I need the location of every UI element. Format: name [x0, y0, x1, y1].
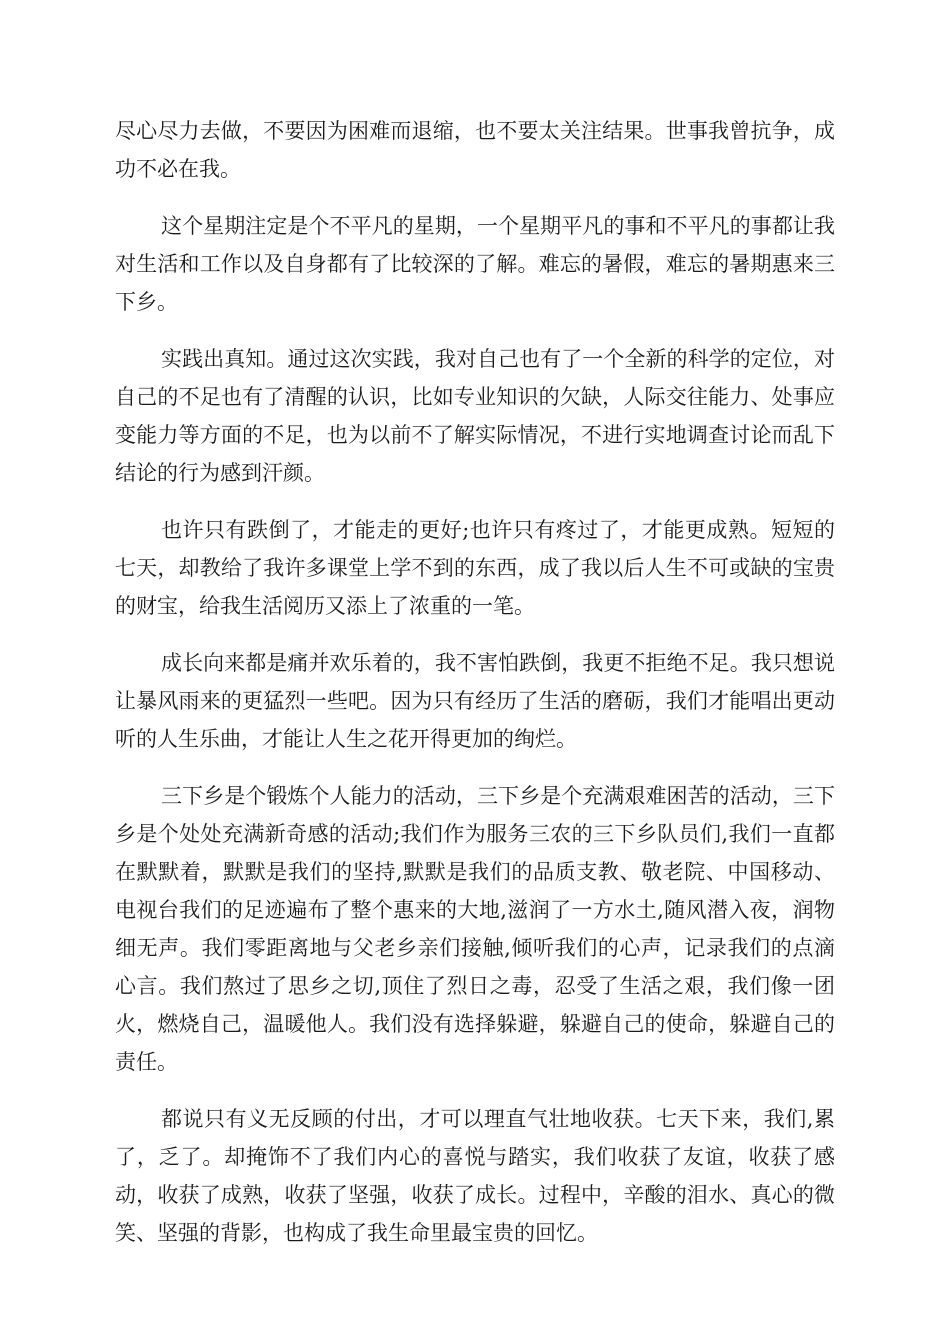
paragraph-2: 这个星期注定是个不平凡的星期，一个星期平凡的事和不平凡的事都让我对生活和工作以及自身都有了比较深的了解。难忘的暑假，难忘的暑期惠来三下乡。 [115, 214, 835, 314]
paragraph-1: 尽心尽力去做，不要因为困难而退缩，也不要太关注结果。世事我曾抗争，成功不必在我。 [115, 119, 835, 181]
paragraph-6: 三下乡是个锻炼个人能力的活动，三下乡是个充满艰难困苦的活动，三下乡是个处处充满新奇感的活动;我们作为服务三农的三下乡队员们,我们一直都在默默着，默默是我们的坚持,默默是我们的品质支教、敬老院、中国移动、电视台我们的足迹遍布了整个惠来的大地,滋润了一方水土,随风潜入夜，润物细无声。我们零距离地与父老乡亲们接触,倾听我们的心声，记录我们的点滴心言。我们熬过了思乡之切,顶住了烈日之毒，忍受了生活之艰，我们像一团火，燃烧自己，温暖他人。我们没有选择躲避，躲避自己的使命，躲避自己的责任。 [115, 784, 835, 1074]
paragraph-7: 都说只有义无反顾的付出，才可以理直气壮地收获。七天下来，我们,累了，乏了。却掩饰不了我们内心的喜悦与踏实，我们收获了友谊，收获了感动，收获了成熟，收获了坚强，收获了成长。过程中，辛酸的泪水、真心的微笑、坚强的背影，也构成了我生命里最宝贵的回忆。 [115, 1107, 835, 1245]
paragraph-3: 实践出真知。通过这次实践，我对自己也有了一个全新的科学的定位，对自己的不足也有了清醒的认识，比如专业知识的欠缺，人际交往能力、处事应变能力等方面的不足，也为以前不了解实际情况，不进行实地调查讨论而乱下结论的行为感到汗颜。 [115, 347, 835, 485]
document-body [115, 112, 835, 1271]
paragraph-4: 也许只有跌倒了，才能走的更好;也许只有疼过了，才能更成熟。短短的七天，却教给了我许多课堂上学不到的东西，成了我以后人生不可或缺的宝贵的财宝，给我生活阅历又添上了浓重的一笔。 [115, 518, 835, 618]
paragraph-5: 成长向来都是痛并欢乐着的，我不害怕跌倒，我更不拒绝不足。我只想说让暴风雨来的更猛烈一些吧。因为只有经历了生活的磨砺，我们才能唱出更动听的人生乐曲，才能让人生之花开得更加的绚烂。 [115, 651, 835, 751]
